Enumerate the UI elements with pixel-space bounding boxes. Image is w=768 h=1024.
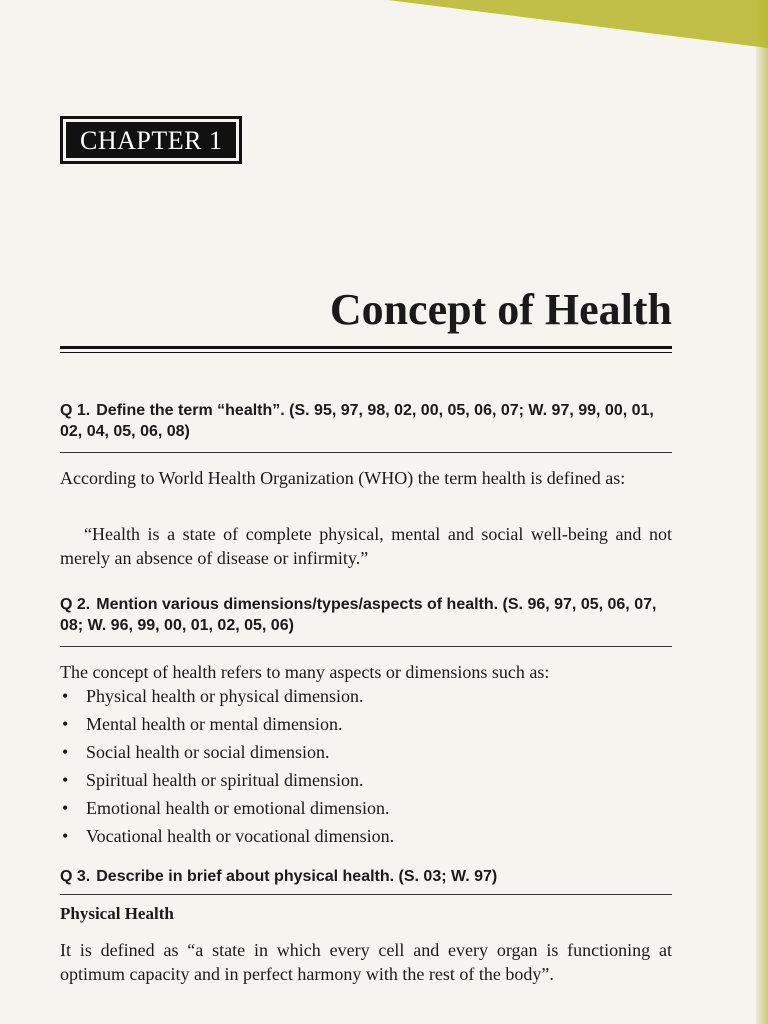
question-1-answer-intro: According to World Health Organization (WHO) the term health is defined as: bbox=[60, 468, 626, 488]
question-2-number: Q 2. bbox=[60, 596, 91, 613]
page-corner-highlight bbox=[388, 0, 768, 48]
question-1-text: Define the term “health”. (S. 95, 97, 98, 02, 00, 05, 06, 07; W. 97, 99, 00, 01, 02, 04, 05, 06, 08) bbox=[60, 402, 654, 440]
bullet-glyph: • bbox=[62, 826, 69, 846]
list-item bbox=[60, 822, 672, 850]
bullet-glyph: • bbox=[62, 742, 69, 762]
question-3-answer: It is defined as “a state in which every cell and every organ is functioning at optimum capacity and in perfect harmony with the rest of the body”. bbox=[60, 940, 672, 984]
dimensions-list bbox=[60, 682, 672, 850]
chapter-label-box bbox=[60, 116, 242, 164]
title-rule-thick bbox=[60, 346, 672, 349]
physical-health-subheading: Physical Health bbox=[60, 904, 174, 923]
list-item-text: Emotional health or emotional dimension. bbox=[86, 798, 390, 818]
list-item bbox=[60, 766, 672, 794]
chapter-label: CHAPTER 1 bbox=[66, 122, 236, 158]
question-1 bbox=[60, 400, 672, 442]
bullet-glyph: • bbox=[62, 770, 69, 790]
list-item-text: Social health or social dimension. bbox=[86, 742, 330, 762]
list-item bbox=[60, 710, 672, 738]
list-item-text: Physical health or physical dimension. bbox=[86, 686, 364, 706]
bullet-glyph: • bbox=[62, 798, 69, 818]
question-3 bbox=[60, 866, 672, 887]
question-1-answer-quote: “Health is a state of complete physical, mental and social well-being and not merely an absence of disease or infirmity.” bbox=[60, 524, 672, 568]
list-item-text: Spiritual health or spiritual dimension. bbox=[86, 770, 364, 790]
title-rule-thin bbox=[60, 352, 672, 353]
bullet-glyph: • bbox=[62, 686, 69, 706]
list-item-text: Mental health or mental dimension. bbox=[86, 714, 343, 734]
question-1-number: Q 1. bbox=[60, 402, 91, 419]
question-3-text: Describe in brief about physical health. (S. 03; W. 97) bbox=[96, 868, 498, 885]
question-1-rule bbox=[60, 452, 672, 453]
chapter-title: Concept of Health bbox=[329, 285, 672, 334]
page-edge-shadow bbox=[756, 0, 768, 1024]
list-item bbox=[60, 682, 672, 710]
question-3-rule bbox=[60, 894, 672, 895]
question-2-rule bbox=[60, 646, 672, 647]
bullet-glyph: • bbox=[62, 714, 69, 734]
question-2-text: Mention various dimensions/types/aspects of health. (S. 96, 97, 05, 06, 07, 08; W. 96, 99, 00, 01, 02, 05, 06) bbox=[60, 596, 657, 634]
list-item bbox=[60, 794, 672, 822]
question-2 bbox=[60, 594, 672, 636]
question-3-number: Q 3. bbox=[60, 868, 91, 885]
list-item bbox=[60, 738, 672, 766]
question-2-answer-intro: The concept of health refers to many aspects or dimensions such as: bbox=[60, 662, 550, 682]
list-item-text: Vocational health or vocational dimension. bbox=[86, 826, 395, 846]
